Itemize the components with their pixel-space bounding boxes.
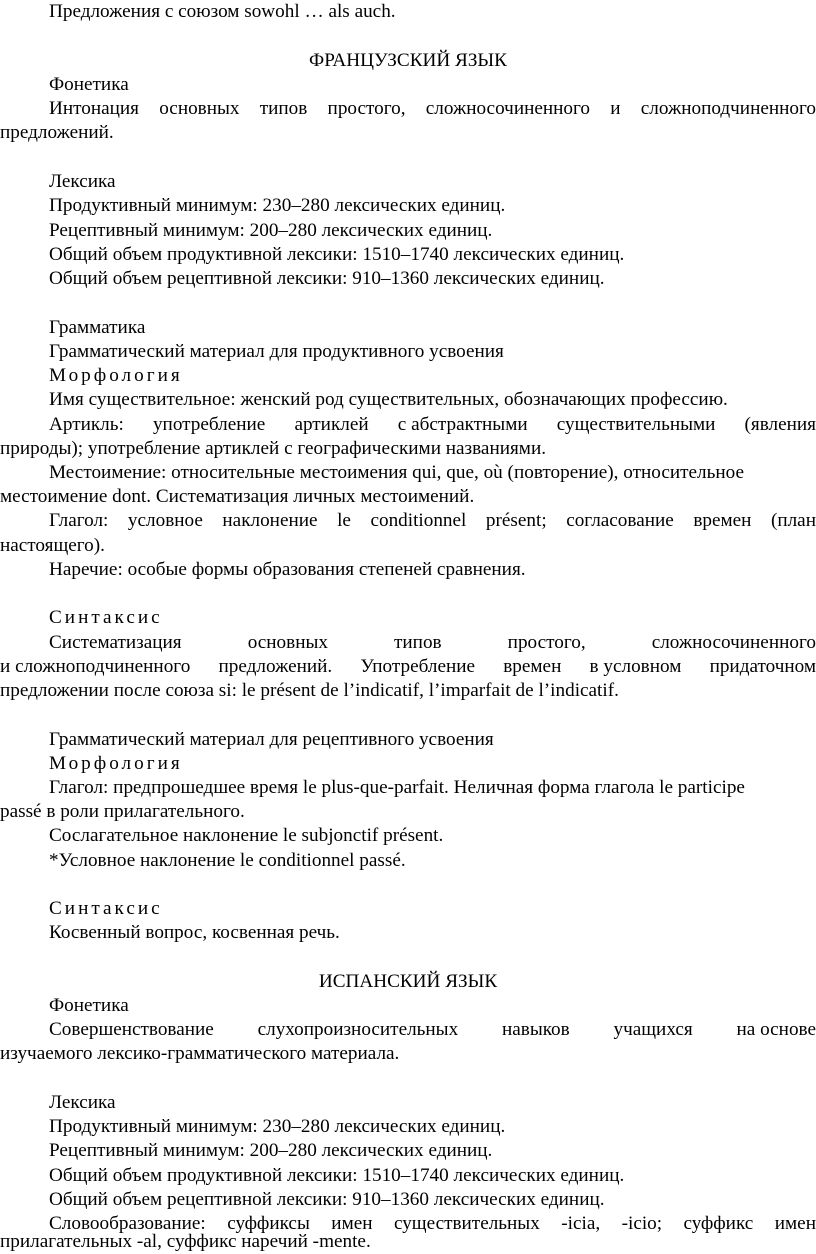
word: и сложноподчиненного [0, 656, 191, 677]
subheading-syntax: Синтаксис [49, 607, 163, 628]
word: conditionnel [370, 510, 467, 531]
word: имен [331, 1213, 373, 1234]
word: навыков [501, 1019, 570, 1040]
text-line: изучаемого лексико-грамматического материала. [0, 1043, 400, 1064]
text-line-justified [0, 97, 816, 121]
text-line: Имя существительное: женский род существительных, обозначающих профессию. [49, 389, 728, 410]
word: сложносочиненного [425, 98, 590, 119]
text-line: Косвенный вопрос, косвенная речь. [49, 922, 340, 943]
word: времен [503, 656, 562, 677]
word: времен [693, 510, 752, 531]
text-line: *Условное наклонение le conditionnel passé. [49, 850, 406, 871]
text-line: Рецептивный минимум: 200–280 лексических единиц. [49, 1140, 493, 1161]
text-line: Грамматический материал для рецептивного усвоения [49, 729, 494, 750]
word: на основе [736, 1019, 816, 1040]
text-line: passé в роли прилагательного. [0, 801, 245, 822]
text-line: Продуктивный минимум: 230–280 лексических единиц. [49, 195, 506, 216]
text-line: Общий объем рецептивной лексики: 910–1360 лексических единиц. [49, 1189, 605, 1210]
word: (явления [744, 414, 816, 435]
text-line: Местоимение: относительные местоимения qui, que, où (повторение), относительное [49, 462, 744, 483]
text-line: предложении после союза si: le présent de l’indicatif, l’imparfait de l’indicatif. [0, 680, 619, 701]
text-line-justified [0, 631, 816, 655]
word: Глагол: [49, 510, 109, 531]
text-line-justified [0, 655, 816, 679]
word: сложноподчиненного [640, 98, 816, 119]
word: Употребление [360, 656, 476, 677]
word: наклонение [222, 510, 318, 531]
section-heading-spanish: ИСПАНСКИЙ ЯЗЫК [318, 971, 498, 992]
word: условное [127, 510, 203, 531]
word: (план [770, 510, 816, 531]
text-line: Грамматический материал для продуктивного усвоения [49, 341, 504, 362]
word: простого, [507, 632, 586, 653]
word: в условном [589, 656, 682, 677]
subheading-phonetics: Фонетика [49, 995, 129, 1016]
text-line-justified [0, 1018, 816, 1042]
word: простого, [327, 98, 406, 119]
text-line: Общий объем продуктивной лексики: 1510–1740 лексических единиц. [49, 1165, 625, 1186]
text-line-justified [0, 413, 816, 437]
word: слухопроизносительных [257, 1019, 459, 1040]
text-line: Общий объем рецептивной лексики: 910–1360 лексических единиц. [49, 268, 605, 289]
section-heading-french: ФРАНЦУЗСКИЙ ЯЗЫК [309, 50, 507, 71]
word: -icia, [561, 1213, 601, 1234]
text-line: Наречие: особые формы образования степеней сравнения. [49, 559, 526, 580]
subheading-syntax: Синтаксис [49, 898, 163, 919]
text-line: Предложения с союзом sowohl … als auch. [49, 1, 396, 22]
word: существительных [393, 1213, 540, 1234]
word: основных [159, 98, 240, 119]
text-line: прилагательных -al, суффикс наречий -mente. [0, 1231, 371, 1252]
word: типов [259, 98, 308, 119]
text-line: Сослагательное наклонение le subjonctif présent. [49, 825, 444, 846]
subheading-grammar: Грамматика [49, 317, 146, 338]
text-line: Глагол: предпрошедшее время le plus-que-parfait. Неличная форма глагола le participe [49, 777, 745, 798]
word: Совершенствование [49, 1019, 214, 1040]
word: существительными [556, 414, 716, 435]
word: употребление [152, 414, 266, 435]
text-line-justified [0, 509, 816, 533]
subheading-lexis: Лексика [49, 1092, 116, 1113]
word: основных [247, 632, 328, 653]
word: предложений. [218, 656, 333, 677]
subheading-morphology: Морфология [49, 365, 183, 386]
word: типов [394, 632, 442, 653]
subheading-lexis: Лексика [49, 171, 116, 192]
word: артиклей [294, 414, 369, 435]
subheading-phonetics: Фонетика [49, 74, 129, 95]
word: le [337, 510, 351, 531]
text-line: местоимение dont. Систематизация личных местоимений. [0, 486, 475, 507]
word: учащихся [613, 1019, 693, 1040]
word: имен [774, 1213, 816, 1234]
word: и [610, 98, 621, 119]
word: présent; [485, 510, 547, 531]
text-line: Рецептивный минимум: 200–280 лексических единиц. [49, 220, 493, 241]
word: -icio; [621, 1213, 663, 1234]
subheading-morphology: Морфология [49, 753, 183, 774]
text-line: природы); употребление артиклей с географическими названиями. [0, 438, 547, 459]
text-line: Общий объем продуктивной лексики: 1510–1740 лексических единиц. [49, 244, 625, 265]
word: Артикль: [49, 414, 124, 435]
word: Словообразование: [49, 1213, 206, 1234]
word: сложносочиненного [651, 632, 816, 653]
word: суффиксы [227, 1213, 310, 1234]
word: Интонация [49, 98, 139, 119]
text-line: Продуктивный минимум: 230–280 лексических единиц. [49, 1116, 506, 1137]
word: с абстрактными [397, 414, 528, 435]
word: согласование [566, 510, 674, 531]
word: придаточном [709, 656, 816, 677]
word: суффикс [683, 1213, 754, 1234]
text-line: предложений. [0, 122, 114, 143]
text-line: настоящего). [0, 535, 105, 556]
word: Систематизация [49, 632, 182, 653]
